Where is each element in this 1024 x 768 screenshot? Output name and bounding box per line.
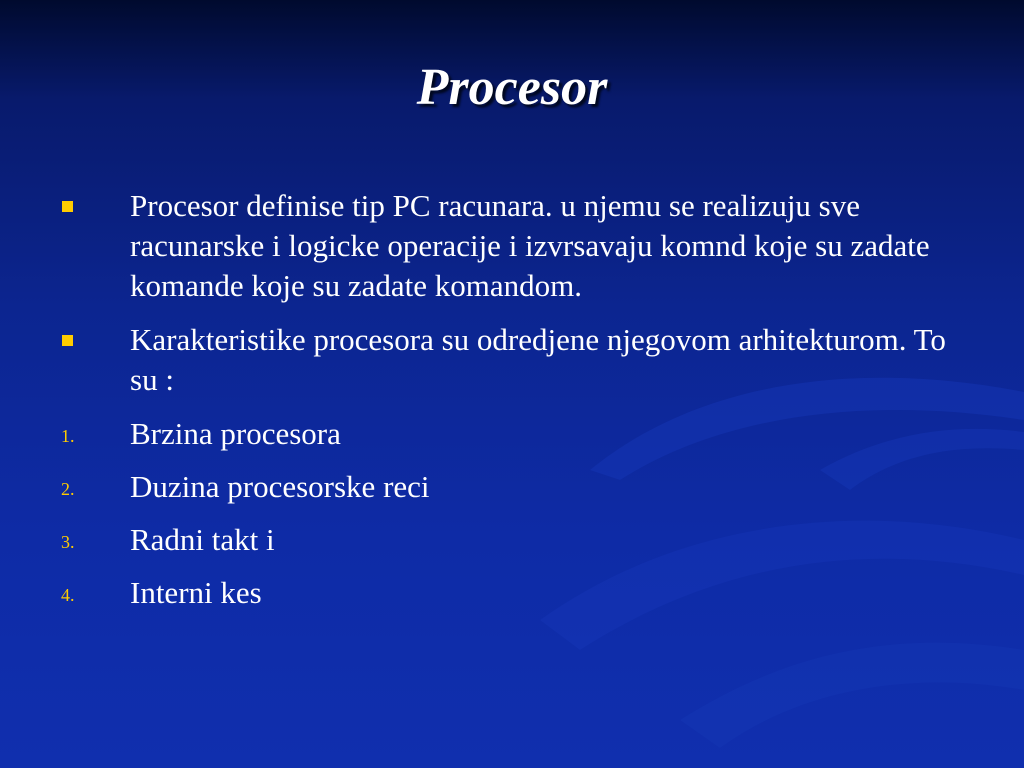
bullet-item: [0, 320, 1024, 400]
item-number: 3.: [61, 532, 75, 552]
content-list: [0, 186, 1024, 626]
numbered-text: Interni kes: [130, 575, 262, 610]
slide-title: Procesor: [416, 59, 608, 116]
bullet-item: [0, 186, 1024, 306]
numbered-item: [0, 467, 1024, 507]
square-bullet-icon: [62, 201, 73, 212]
item-number: 4.: [61, 585, 75, 605]
bullet-text: Procesor definise tip PC racunara. u njemu se realizuju sve racunarske i logicke operacije i izvrsavaju komnd koje su zadate komande koje su zadate komandom.: [130, 188, 930, 303]
numbered-text: Radni takt i: [130, 522, 275, 557]
numbered-text: Duzina procesorske reci: [130, 469, 430, 504]
numbered-item: [0, 414, 1024, 454]
item-number: 1.: [61, 426, 75, 446]
numbered-item: [0, 520, 1024, 560]
item-number: 2.: [61, 479, 75, 499]
bullet-text: Karakteristike procesora su odredjene njegovom arhitekturom. To su :: [130, 322, 946, 397]
numbered-item: [0, 573, 1024, 613]
numbered-text: Brzina procesora: [130, 416, 341, 451]
square-bullet-icon: [62, 335, 73, 346]
